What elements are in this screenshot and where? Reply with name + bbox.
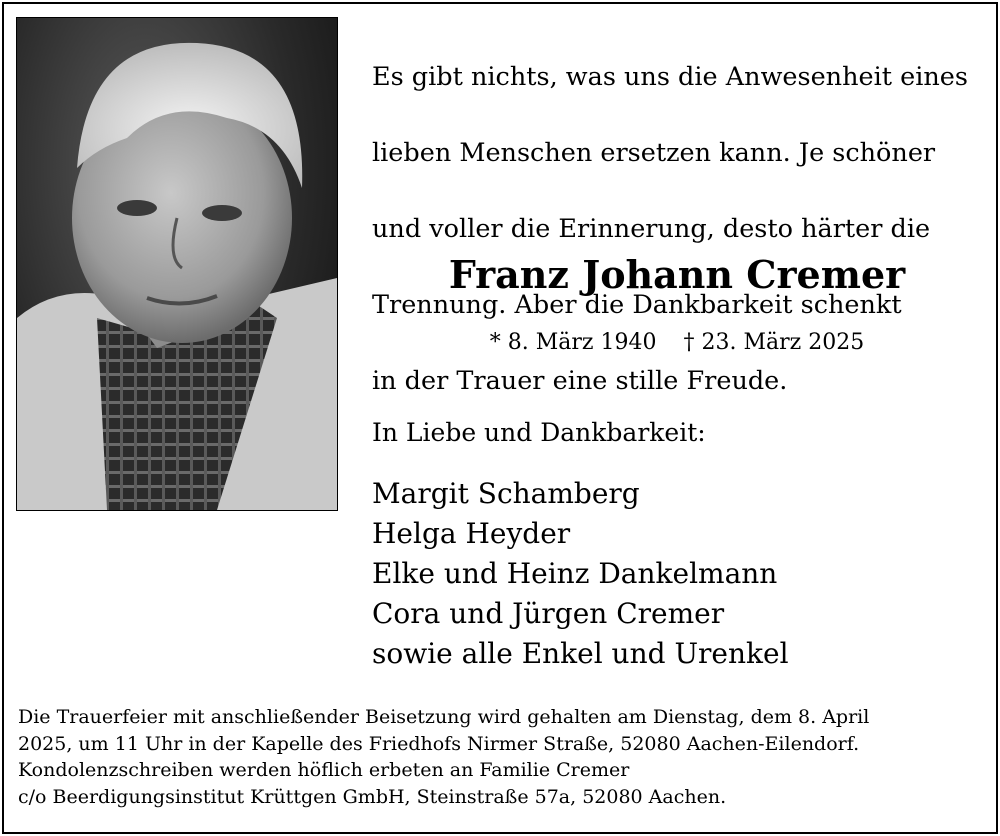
dedication: In Liebe und Dankbarkeit: <box>372 418 706 447</box>
quote-line: in der Trauer eine stille Freude. <box>372 366 788 396</box>
quote-line: lieben Menschen ersetzen kann. Je schöner <box>372 138 936 168</box>
footer-line: Die Trauerfeier mit anschließender Beisetzung wird gehalten am Dienstag, dem 8. April <box>18 706 870 728</box>
mourner: Elke und Heinz Dankelmann <box>372 557 778 590</box>
quote-line: Es gibt nichts, was uns die Anwesenheit eines <box>372 62 968 92</box>
birth-date: * 8. März 1940 <box>489 330 657 355</box>
footer-line: c/o Beerdigungsinstitut Krüttgen GmbH, Steinstraße 57a, 52080 Aachen. <box>18 785 727 808</box>
funeral-info <box>18 704 988 810</box>
memorial-quote <box>372 20 982 438</box>
mourner: Margit Schamberg <box>372 477 640 510</box>
life-dates <box>372 330 982 355</box>
mourner: Helga Heyder <box>372 517 571 550</box>
quote-line: und voller die Erinnerung, desto härter die <box>372 214 931 244</box>
portrait-photo <box>16 17 338 511</box>
mourner: Cora und Jürgen Cremer <box>372 597 725 630</box>
quote-line: Trennung. Aber die Dankbarkeit schenkt <box>372 290 902 320</box>
mourner: sowie alle Enkel und Urenkel <box>372 637 789 670</box>
footer-line: 2025, um 11 Uhr in der Kapelle des Friedhofs Nirmer Straße, 52080 Aachen-Eilendorf. <box>18 732 860 755</box>
death-date: † 23. März 2025 <box>683 330 865 355</box>
footer-line: Kondolenzschreiben werden höflich erbeten an Familie Cremer <box>18 759 630 781</box>
portrait-illustration <box>17 18 337 510</box>
deceased-name: Franz Johann Cremer <box>448 252 906 297</box>
mourners-list <box>372 474 789 674</box>
